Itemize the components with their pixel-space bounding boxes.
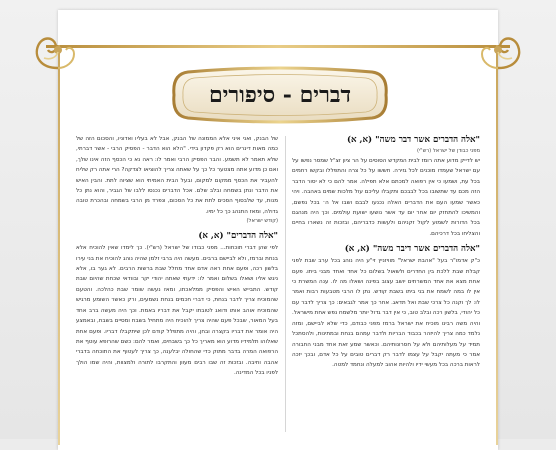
source-note: (קודש ישראל) — [246, 218, 278, 225]
section-heading: "אלה הדברים אשר דיבר משה" (א, א) — [344, 244, 480, 255]
frame-left-border — [58, 45, 60, 445]
left-column — [76, 134, 278, 434]
right-column — [292, 134, 480, 434]
story-paragraph: כ"ק אדמו"ר בעל "אהבת ישראל" מוויזניץ זי"ע היה נוהג בכל ערב שבת לפני קבלת שבת ללכת בין החדרים ולשאול בשלום כל אחד ואחד מבני ביתו. פעם אחת מצא את אחד המשרתים יושב עצוב בפינה ושאלו מה לו. ענה המשרת כי אין לו במה לשמח את בני ביתו בשבת קודש. נתן לו הרבי מטבעות רבות ואמר לו: לך וקנה כל צרכי שבת ואל תדאג. אחר כך אמר לגבאים: כך צריך לדבר עם כל יהודי, בלשון רכה ובלב טוב, כי אין דבר גדול יותר מלשמח נפש אחת מישראל. והיה משה רבינו מוכיח את ישראל ברמז מפני כבודם, כדי שלא לביישם, ומזה נלמד כמה צריך להיזהר בכבוד הבריות ולדבר עמהם בנחת ובמתינות, ולהסתכל תמיד על מעלותיהם ולא על חסרונותיהם. וכאשר שמע זאת אחד מבני החבורה אמר כי מעתה יקבל על עצמו לדבר רק דברים טובים על כל אדם, ובכך יזכה לראות ברכה בכל מעשי ידיו ולהיות אהוב למעלה ונחמד למטה. — [292, 258, 480, 369]
section-heading: "אלה הדברים אשר דבר משה" (א, א) — [346, 135, 480, 145]
story-paragraph: לפי שהן דברי תוכחות... מפני כבודו של ישראל (רש"י). כך לימדו שאין להוכיח אלא בנחת וברמז, ולא לביישם ברבים. מעשה היה ברבי זלמן שהיה נוהג להוכיח את בני עירו בלשון רכה, ופעם אחת ראה אדם אחד מחלל שבת ברשות הרבים. לא גער בו, אלא ניגש אליו ושאלו בשלום ואמר לו: ידעתי שאתה יהודי יקר ובוודאי שכחת שהיום שבת קודש. התבייש האיש והפסיק ממלאכתו, ומאז נעשה שומר שבת כהלכה. והטעם שהמוכיח צריך לדבר בנחת, כי דברי חכמים בנחת נשמעים, ורק כאשר השומע מרגיש שהמוכיח אוהב אותו ודואג לטובתו יקבל את דבריו באמת. וכך היה מעשה ברב אחד בעל המאור, שבכל פעם שהיה צריך להוכיח היה מתחיל בשבח ומסיים בשבח, ובאמצע היה אומר את דבריו בקצרה ובחן, והיה מתפלל קודם לכן שיתקבלו דבריו. ופעם אחת שאלוהו תלמידיו מדוע הוא מאריך כל כך בשבחים, ואמר להם: כשם שהרופא עוטף את הרפואה המרה בדבר מתוק כדי שהחולה יבלענה, כך צריך לעטוף את התוכחה בדברי אהבה וחיבה. ובזכות זה שבו רבים מעוון והתקרבו לתורה ולמצוות, והיה שמו הולך לפניו בכל המדינה. — [76, 245, 278, 377]
column-divider — [285, 136, 286, 432]
title-banner — [170, 66, 390, 124]
source-note: מפני כבודן של ישראל (רש"י) — [417, 148, 480, 154]
story-paragraph: יש לדייק מדוע אתה רומז לבית המקדש הסוסים על הר ציון זצ"ל שמסר נפשו על עם ישראל שעמדו מוכנים לכל גזירה. חששו על כל צרה והתפללו ובקשו רחמים בכל עת, ושמעו כי אין רפואה למכתם אלא תפילה. אמר להם כי לא יסור הדבר הזה מכם עד שתשובו בכל לבבכם ותקבלו עליכם עול מלכות שמים באהבה. ויהי כאשר שמעו העם את הדברים האלה נכנעו לבבם ושבו אל ה׳ בכל נפשם, והמשיכו להתחזק יום אחר יום עד אשר נושעו ישועת עולמים. וכך היה מנהגם בכל הדורות לשמוע לקול זקניהם ולעשות כדבריהם, ובזכות זה נשארו בחיים והצליחו בכל דרכיהם. — [292, 158, 480, 237]
frame-top-border — [46, 45, 510, 48]
corner-ornament-left-icon — [30, 28, 86, 74]
story-paragraph: של הבנק, ואני איני אלא הממונה של הבנק, אבל לא בעליו ואדוניו, והסכום הזה של כמה מאות דינרים הוא רק פקדון בידי. "הלא הוא הדבר - הפסיק הרבי - אשר דברתי, שלא תאמר לא תשמע. והבר הפסיק הרבי ואמר לו: ראה נא כי הכסף הזה אינו שלך, ואם כן מדוע אתה מצטער כל כך על שאתה צריך להוציאו לצדקה? הרי אתה רק שליח להעביר את הכסף ממקום למקום, ובעל הבית האמיתי הוא שציוה לתת. והבין האיש את הדבר ונתן בשמחה ובלב שלם. אכל הדברים נכנסו ללבו של הגביר, והוא נתן כל מנות, עד שלבסוף הסכים לתת את כל הסכום, ונפרד מן הרבי בשמחה ובהכרת טובה גדולה, ומאז התנהג כך כל ימיו. — [76, 136, 278, 215]
section-heading: "אלה הדברים" (א, א) — [198, 231, 278, 242]
page-title: דברים - סיפורים — [208, 82, 352, 108]
corner-ornament-right-icon — [470, 28, 526, 74]
frame-right-border — [496, 45, 498, 445]
